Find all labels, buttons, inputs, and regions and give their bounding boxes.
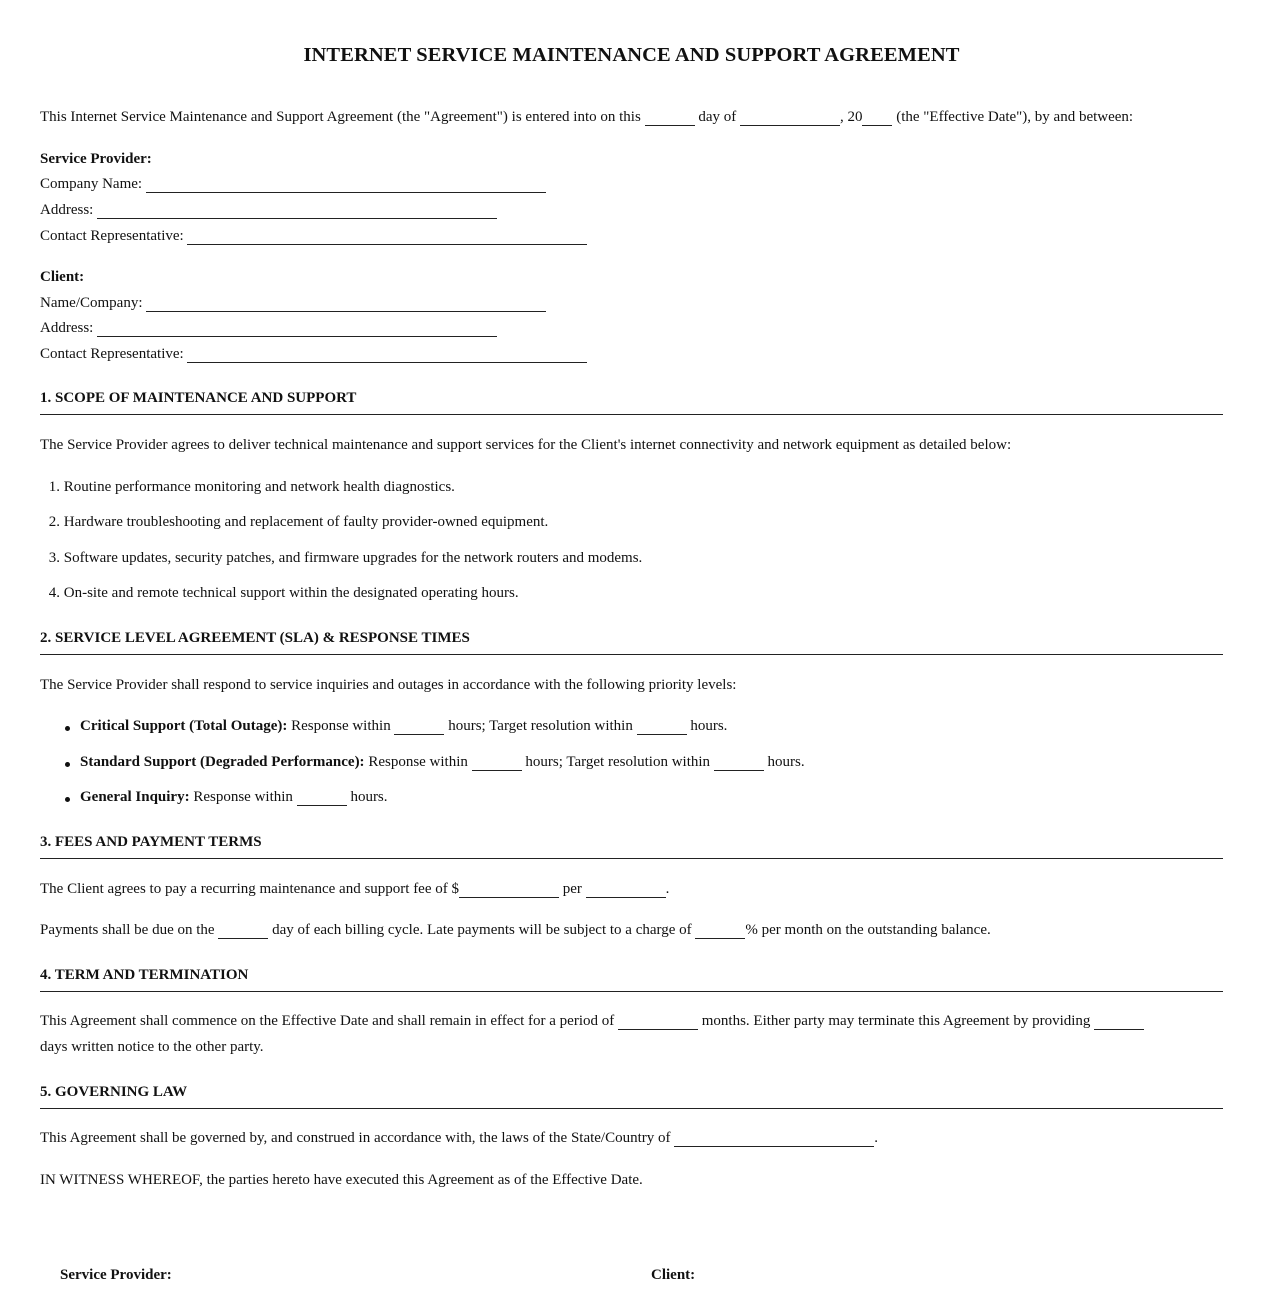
section-5-heading: 5. GOVERNING LAW: [40, 1082, 1223, 1109]
sla-standard-item: Standard Support (Degraded Performance): Response within hours; Target resolution within hours.: [80, 754, 805, 770]
intro-year-prefix: , 20: [839, 109, 863, 125]
client-name-blank[interactable]: [146, 295, 546, 312]
intro-text: This Internet Service Maintenance and Support Agreement (the "Agreement") is entered into on this: [40, 109, 641, 125]
section-1-text: The Service Provider agrees to deliver technical maintenance and support services for the Client's internet connectivity and network equipment as detailed below:: [40, 437, 1012, 453]
section-4-heading: 4. TERM AND TERMINATION: [40, 965, 1223, 992]
section-2-text: The Service Provider shall respond to service inquiries and outages in accordance with the following priority levels:: [40, 677, 737, 693]
provider-company-blank[interactable]: [146, 176, 546, 193]
provider-address-field: [40, 200, 497, 220]
fee-period-blank[interactable]: [586, 881, 666, 898]
client-contact-blank[interactable]: [187, 346, 587, 363]
section-1-heading: 1. SCOPE OF MAINTENANCE AND SUPPORT: [40, 388, 1223, 415]
sla-critical-item: Critical Support (Total Outage): Response within hours; Target resolution within hours.: [80, 718, 728, 734]
provider-contact-label: Contact Representative:: [40, 228, 184, 244]
jurisdiction-blank[interactable]: [674, 1130, 874, 1147]
client-contact-label: Contact Representative:: [40, 346, 184, 362]
witness-paragraph: IN WITNESS WHEREOF, the parties hereto have executed this Agreement as of the Effective Date.: [40, 1172, 643, 1188]
governing-law-paragraph: This Agreement shall be governed by, and construed in accordance with, the laws of the State/Country of .: [40, 1130, 879, 1146]
month-blank[interactable]: [740, 109, 840, 126]
provider-address-label: Address:: [40, 202, 94, 218]
provider-address-blank[interactable]: [97, 202, 497, 219]
standard-response-blank[interactable]: [472, 754, 522, 771]
client-heading: Client:: [40, 269, 85, 285]
fee-amount-blank[interactable]: [459, 881, 559, 898]
provider-contact-field: [40, 226, 587, 246]
signature-client-label: Client:: [651, 1267, 696, 1283]
due-day-blank[interactable]: [218, 922, 268, 939]
client-name-label: Name/Company:: [40, 295, 143, 311]
section-3-heading: 3. FEES AND PAYMENT TERMS: [40, 832, 1223, 859]
notice-days-blank[interactable]: [1094, 1013, 1144, 1030]
client-address-field: [40, 318, 497, 338]
sla-general-item: General Inquiry: Response within hours.: [80, 789, 388, 805]
general-response-blank[interactable]: [297, 789, 347, 806]
day-blank[interactable]: [645, 109, 695, 126]
payment-paragraph: Payments shall be due on the day of each billing cycle. Late payments will be subject to a charge of % per month on the outstanding balance.: [40, 922, 991, 938]
list-item: 3. Software updates, security patches, and firmware upgrades for the network routers and modems.: [48, 550, 643, 566]
list-item: 1. Routine performance monitoring and network health diagnostics.: [48, 479, 455, 495]
signature-provider-label: Service Provider:: [60, 1267, 172, 1283]
provider-company-label: Company Name:: [40, 176, 143, 192]
document-title: INTERNET SERVICE MAINTENANCE AND SUPPORT AGREEMENT: [303, 44, 960, 66]
term-months-blank[interactable]: [618, 1013, 698, 1030]
client-address-label: Address:: [40, 320, 94, 336]
term-paragraph-line1: This Agreement shall commence on the Effective Date and shall remain in effect for a period of months. Either party may terminate this Agreement by providing: [40, 1011, 1144, 1031]
intro-day-of: day of: [698, 109, 737, 125]
provider-contact-blank[interactable]: [187, 228, 587, 245]
client-contact-field: [40, 344, 587, 364]
client-address-blank[interactable]: [97, 320, 497, 337]
section-2-heading: 2. SERVICE LEVEL AGREEMENT (SLA) & RESPONSE TIMES: [40, 628, 1223, 655]
intro-paragraph: [40, 107, 1133, 127]
critical-response-blank[interactable]: [394, 718, 444, 735]
provider-heading: Service Provider:: [40, 151, 152, 167]
list-item: 4. On-site and remote technical support within the designated operating hours.: [48, 585, 519, 601]
term-paragraph-line2: days written notice to the other party.: [40, 1039, 264, 1055]
standard-resolution-blank[interactable]: [714, 754, 764, 771]
critical-resolution-blank[interactable]: [637, 718, 687, 735]
fee-paragraph: The Client agrees to pay a recurring maintenance and support fee of $ per .: [40, 881, 670, 897]
late-charge-blank[interactable]: [695, 922, 745, 939]
intro-effective-date: (the "Effective Date"), by and between:: [896, 109, 1134, 125]
year-blank[interactable]: [862, 109, 892, 126]
client-name-field: [40, 293, 546, 313]
list-item: 2. Hardware troubleshooting and replacement of faulty provider-owned equipment.: [48, 514, 549, 530]
provider-company-field: [40, 174, 546, 194]
